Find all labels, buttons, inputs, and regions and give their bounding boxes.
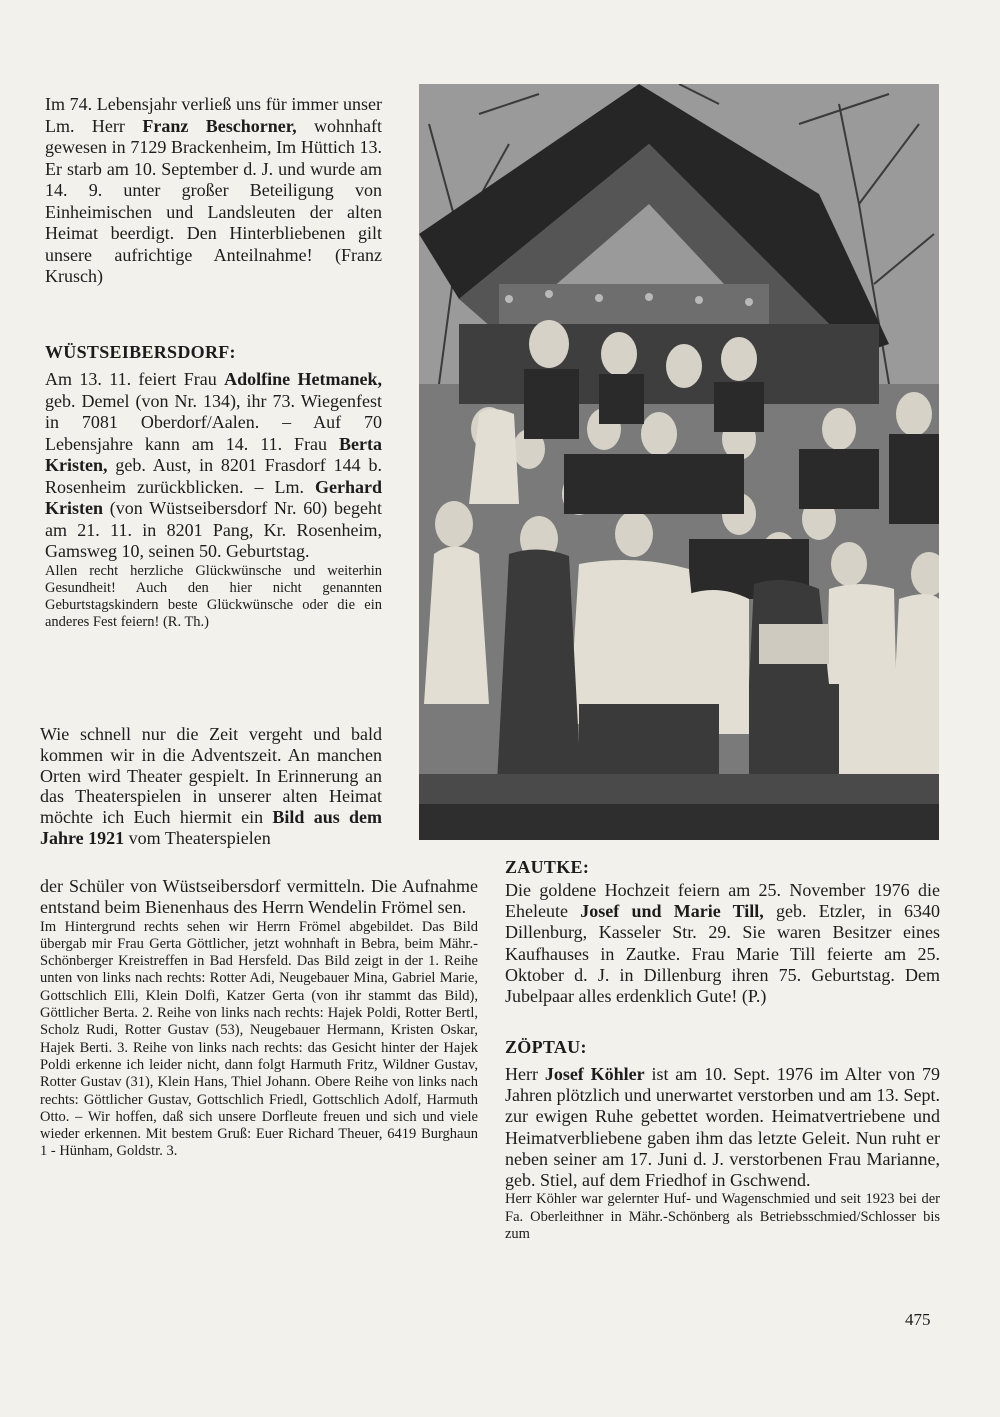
- theater-intro-block: [40, 724, 382, 849]
- section-heading-wuestseibersdorf: WÜSTSEIBERSDORF:: [45, 342, 236, 362]
- section-heading-zoeptau: ZÖPTAU:: [505, 1037, 587, 1057]
- group-photo-1921: [419, 84, 939, 840]
- birthday-text: Am 13. 11. feiert Frau Adolfine Hetmanek, geb. Demel (von Nr. 134), ihr 73. Wiegenfest in 7081 Oberdorf/Aalen. – Auf 70 Lebensjahre kann am 14. 11. Frau Berta Kristen, geb. Aust, in 8201 Frasdorf 144 b. Rosenheim zurückblicken. – Lm. Gerhard Kristen (von Wüstseibersdorf Nr. 60) begeht am 21. 11. in 8201 Pang, Kr. Rosenheim, Gamsweg 10, seinen 50. Geburtstag.: [45, 369, 383, 561]
- theater-continue-text: der Schüler von Wüstseibersdorf vermitteln. Die Aufnahme entstand beim Bienenhaus des Herrn Wendelin Frömel sen.: [40, 876, 478, 917]
- page-number: 475: [905, 1310, 931, 1329]
- zoeptau-small-text: Herr Köhler war gelernter Huf- und Wagenschmied und seit 1923 bei der Fa. Oberleithner in Mähr.-Schönberg als Betriebsschmied/Schlosser bis zum: [505, 1191, 940, 1242]
- theater-continue-block: [40, 876, 478, 1161]
- wuestseibersdorf-block: [45, 342, 382, 631]
- photo-illustration: [419, 84, 939, 840]
- birthday-wishes-text: Allen recht herzliche Glückwünsche und weiterhin Gesundheit! Auch den hier nicht genannten Geburtstagskindern beste Glückwünsche oder die ein anderes Fest feiern! (R. Th.): [45, 562, 382, 631]
- obituary-text: Im 74. Lebensjahr verließ uns für immer unser Lm. Herr Franz Beschorner, wohnhaft gewesen in 7129 Brackenheim, Im Hüttich 13. Er starb am 10. September d. J. und wurde am 14. 9. unter großer Beteiligung von Einheimischen und Landsleuten der alten Heimat beerdigt. Den Hinterbliebenen gilt unsere aufrichtige Anteilnahme! (Franz Krusch): [45, 94, 383, 286]
- section-heading-zautke: ZAUTKE:: [505, 857, 590, 877]
- zoeptau-text: Herr Josef Köhler ist am 10. Sept. 1976 im Alter von 79 Jahren plötzlich und unerwartet verstorben und am 13. Sept. zur ewigen Ruhe gebettet worden. Heimatvertriebene und Heimatverbliebene gaben ihm das letzte Geleit. Nun ruht er neben seiner am 17. Juni d. J. verstorbenen Frau Marianne, geb. Stiel, auf dem Friedhof in Gschwend.: [505, 1064, 941, 1191]
- theater-intro-text: Wie schnell nur die Zeit vergeht und bald kommen wir in die Adventszeit. An manchen Orten wird Theater gespielt. In Erinnerung an das Theaterspielen in unserer alten Heimat möchte ich Euch hiermit ein Bild aus dem Jahre 1921 vom Theaterspielen: [40, 724, 382, 848]
- obituary-block: [45, 94, 382, 288]
- photo-caption-text: Im Hintergrund rechts sehen wir Herrn Frömel abgebildet. Das Bild übergab mir Frau Gerta Göttlicher, jetzt wohnhaft in Bebra, beim Mähr.-Schönberger Kreistreffen in Bad Hersfeld. Das Bild zeigt in der 1. Reihe unten von links nach rechts: Rotter Adi, Neugebauer Mina, Gabriel Marie, Gottschlich Elli, Klein Dolfi, Katzer Gerta (von ihr stammt das Bild), Göttlicher Berta. 2. Reihe von links nach rechts: Hajek Poldi, Rotter Bertl, Scholz Rudi, Rotter Gustav (53), Neugebauer Hermann, Kristen Oskar, Hajek Berti. 3. Reihe von links nach rechts: das Gesicht hinter der Hajek Poldi erkenne ich leider nicht, dann folgt Harmuth Fritz, Wildner Gustav, Rotter Gustav (31), Klein Hans, Thiel Johann. Obere Reihe von links nach rechts: Göttlicher Gustav, Gottschlich Friedl, Gottschlich Adolf, Harmuth Otto. – Wir hoffen, daß sich unsere Dorfleute freuen und sich und viele wieder erkennen. Mit bestem Gruß: Euer Richard Theuer, 6419 Burghaun 1 - Hünham, Goldstr. 3.: [40, 918, 478, 1160]
- zautke-block: [505, 857, 940, 1007]
- zoeptau-block: [505, 1037, 940, 1243]
- zautke-text: Die goldene Hochzeit feiern am 25. November 1976 die Eheleute Josef und Marie Till, geb. Etzler, in 6340 Dillenburg, Kasseler Str. 29. Sie waren Besitzer eines Kaufhauses in Zautke. Frau Marie Till feierte am 25. Oktober d. J. in Dillenburg ihren 75. Geburtstag. Dem Jubelpaar alles erdenklich Gute! (P.): [505, 880, 940, 1007]
